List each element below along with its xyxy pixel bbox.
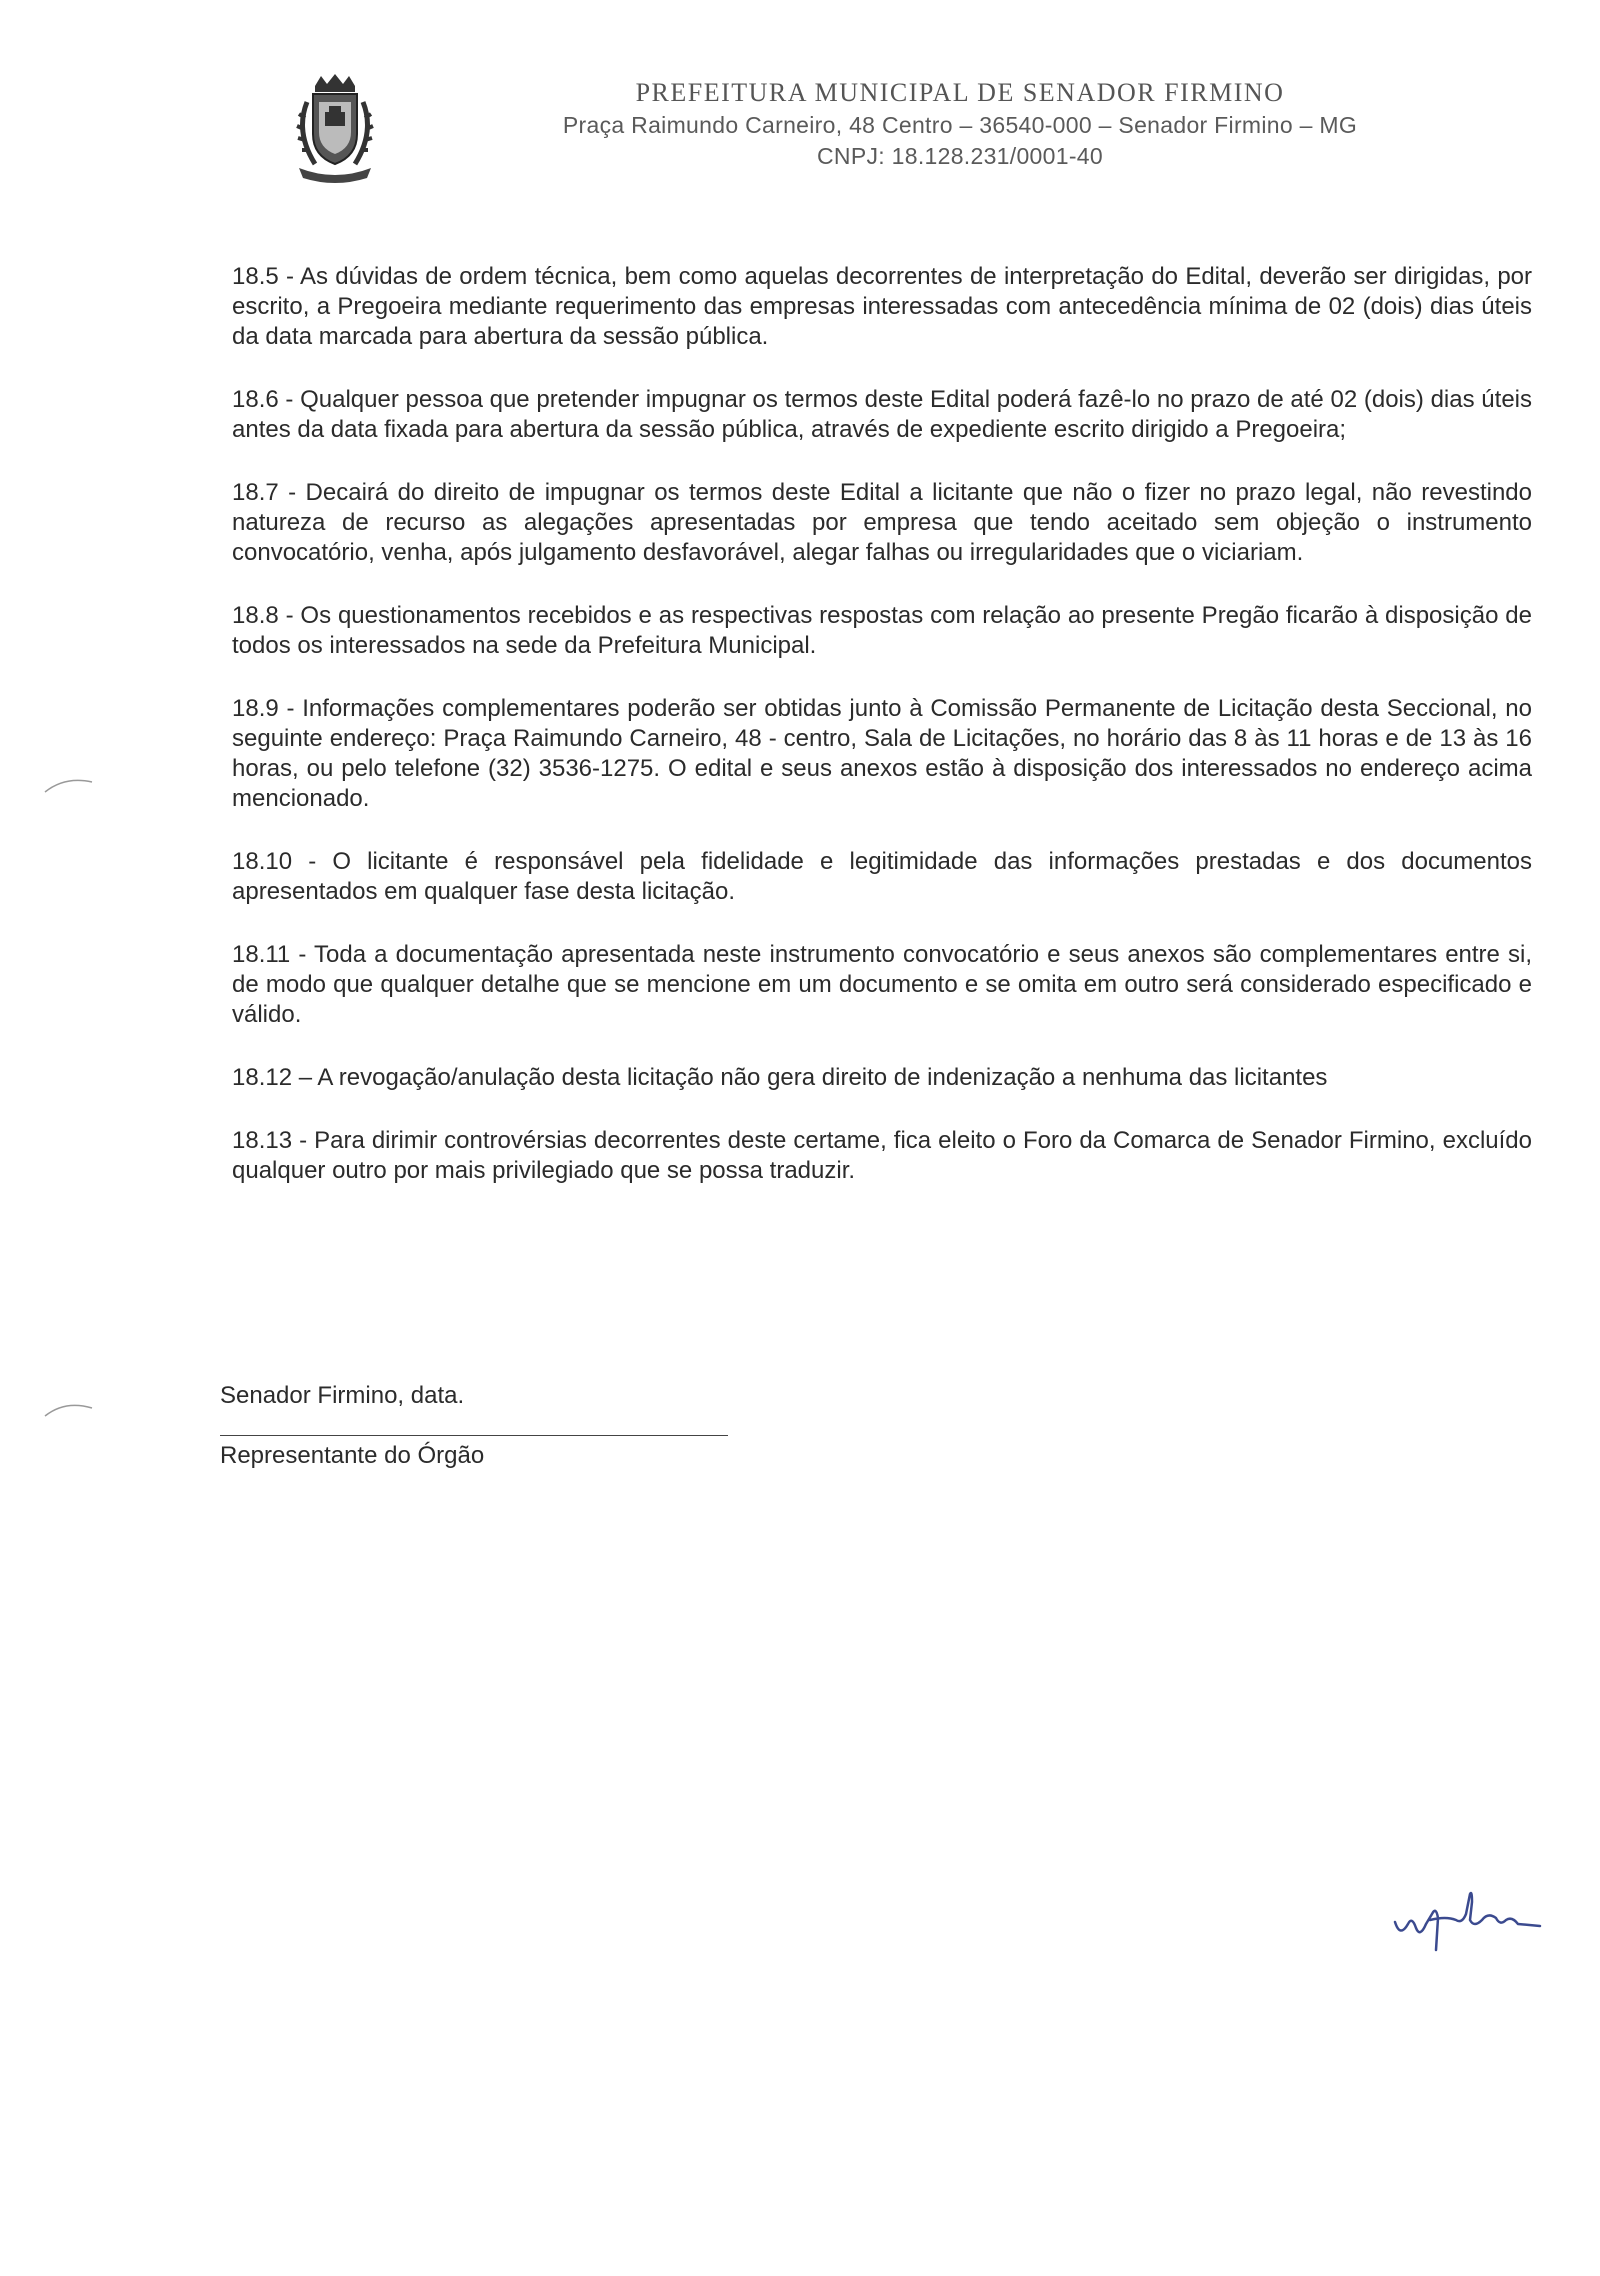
signature-line	[220, 1435, 728, 1436]
organization-address: Praça Raimundo Carneiro, 48 Centro – 36540-000 – Senador Firmino – MG	[562, 112, 1358, 138]
organization-cnpj: CNPJ: 18.128.231/0001-40	[817, 143, 1103, 169]
clause-18-11: 18.11 - Toda a documentação apresentada neste instrumento convocatório e seus anexos são complementares entre si, de modo que qualquer detalhe que se mencione em um documento e se omita em outro será considerado especificado e válido.	[232, 941, 1532, 1028]
clause-18-13: 18.13 - Para dirimir controvérsias decorrentes deste certame, fica eleito o Foro da Comarca de Senador Firmino, excluído qualquer outro por mais privilegiado que se possa traduzir.	[232, 1127, 1532, 1184]
margin-mark-icon	[40, 770, 100, 800]
handwritten-initials-icon	[1390, 1880, 1590, 1960]
clause-18-6: 18.6 - Qualquer pessoa que pretender impugnar os termos deste Edital poderá fazê-lo no prazo de até 02 (dois) dias úteis antes da data fixada para abertura da sessão pública, através de expediente escrito dirigido a Pregoeira;	[232, 386, 1532, 443]
document-body	[232, 262, 1532, 1219]
clause-18-12: 18.12 – A revogação/anulação desta licitação não gera direito de indenização a nenhuma das licitantes	[232, 1064, 1328, 1091]
place-and-date: Senador Firmino, data.	[220, 1382, 465, 1409]
organization-name: PREFEITURA MUNICIPAL DE SENADOR FIRMINO	[635, 78, 1285, 107]
letterhead-text	[470, 78, 1450, 174]
clause-18-7: 18.7 - Decairá do direito de impugnar os termos deste Edital a licitante que não o fizer no prazo legal, não revestindo natureza de recurso as alegações apresentadas por empresa que tendo aceitado sem objeção o instrumento convocatório, venha, após julgamento desfavorável, alegar falhas ou irregularidades que o viciariam.	[232, 479, 1532, 566]
signature-label: Representante do Órgão	[220, 1442, 485, 1469]
municipal-coat-of-arms-icon	[285, 72, 385, 187]
clause-18-10: 18.10 - O licitante é responsável pela fidelidade e legitimidade das informações prestadas e dos documentos apresentados em qualquer fase desta licitação.	[232, 848, 1532, 905]
clause-18-9: 18.9 - Informações complementares poderão ser obtidas junto à Comissão Permanente de Licitação desta Seccional, no seguinte endereço: Praça Raimundo Carneiro, 48 - centro, Sala de Licitações, no horário das 8 às 11 horas e de 13 às 16 horas, ou pelo telefone (32) 3536-1275. O edital e seus anexos estão à disposição dos interessados no endereço acima mencionado.	[232, 695, 1532, 812]
letterhead	[0, 0, 1600, 200]
clause-18-5: 18.5 - As dúvidas de ordem técnica, bem como aquelas decorrentes de interpretação do Edital, deverão ser dirigidas, por escrito, a Pregoeira mediante requerimento das empresas interessadas com antecedência mínima de 02 (dois) dias úteis da data marcada para abertura da sessão pública.	[232, 263, 1532, 350]
clause-18-8: 18.8 - Os questionamentos recebidos e as respectivas respostas com relação ao presente Pregão ficarão à disposição de todos os interessados na sede da Prefeitura Municipal.	[232, 602, 1532, 659]
margin-mark-icon	[40, 1392, 100, 1422]
signature-block	[220, 1382, 820, 1470]
